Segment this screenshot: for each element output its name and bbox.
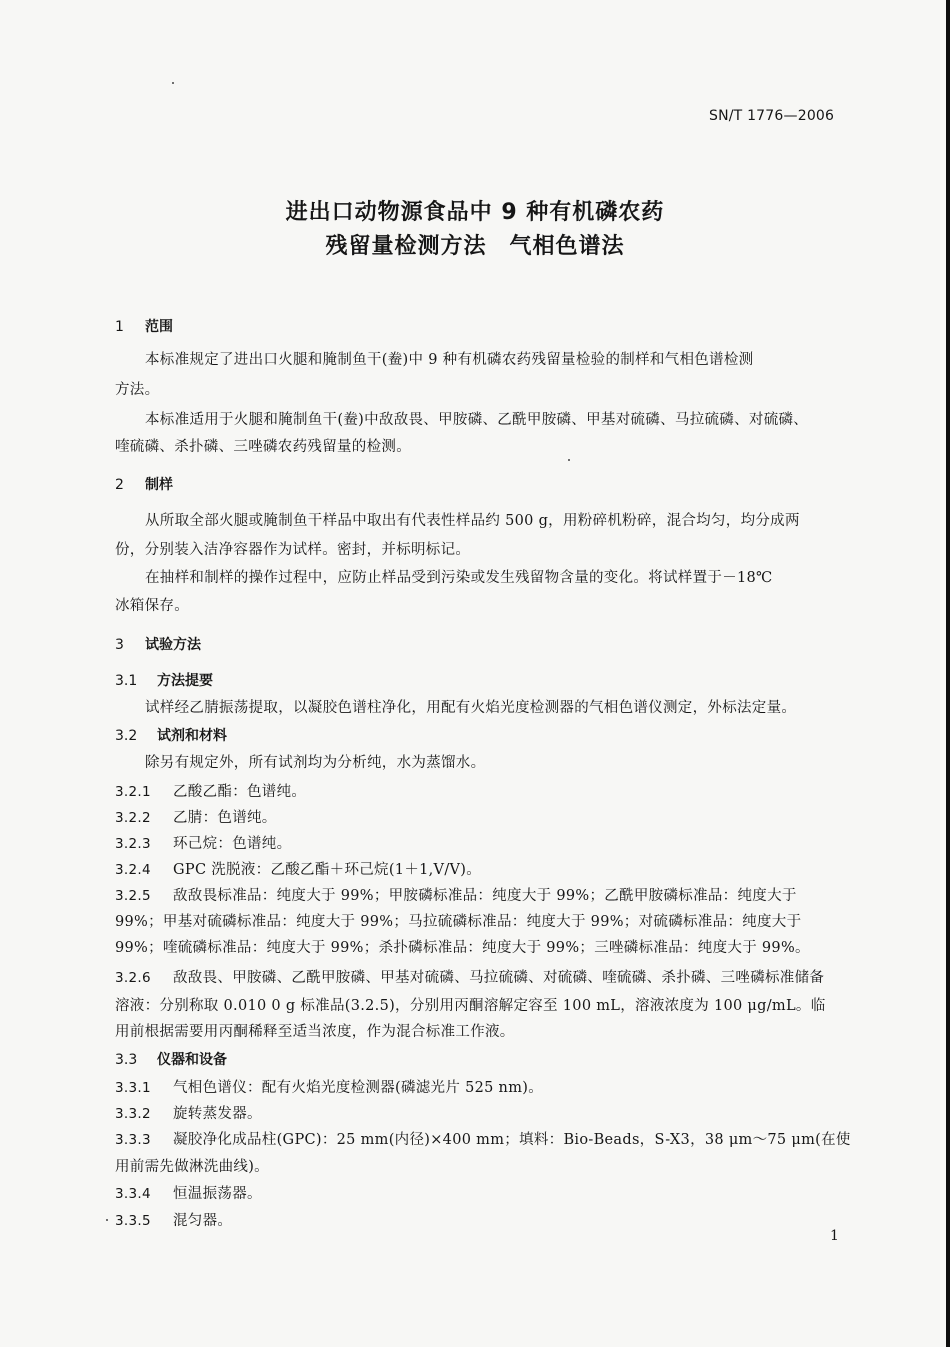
clause-3-2-2: 3.2.2 乙腈：色谱纯。	[115, 810, 277, 826]
paragraph: 方法。	[115, 382, 160, 398]
clause-3-2-1: 3.2.1 乙酸乙酯：色谱纯。	[115, 784, 307, 800]
clause-3-3-1: 3.3.1 气相色谱仪：配有火焰光度检测器(磷滤光片 525 nm)。	[115, 1080, 543, 1096]
document-title-line1: 进出口动物源食品中 9 种有机磷农药	[285, 200, 665, 225]
paragraph: 本标准适用于火腿和腌制鱼干(鲞)中敌敌畏、甲胺磷、乙酰甲胺磷、甲基对硫磷、马拉硫磷、对硫磷、	[145, 412, 809, 428]
section-3-3-heading: 3.3 仪器和设备	[115, 1052, 227, 1068]
paragraph: 在抽样和制样的操作过程中，应防止样品受到污染或发生残留物含量的变化。将试样置于－18℃	[145, 570, 773, 586]
clause-3-3-3: 3.3.3 凝胶净化成品柱(GPC)：25 mm(内径)×400 mm；填料：Bio-Beads，S-X3，38 μm～75 μm(在使	[115, 1132, 851, 1148]
section-3-1-heading: 3.1 方法提要	[115, 673, 213, 689]
clause-3-3-4: 3.3.4 恒温振荡器。	[115, 1186, 262, 1202]
clause-3-3-2: 3.3.2 旋转蒸发器。	[115, 1106, 262, 1122]
clause-3-2-6: 3.2.6 敌敌畏、甲胺磷、乙酰甲胺磷、甲基对硫磷、马拉硫磷、对硫磷、喹硫磷、杀扑磷、三唑磷标准储备	[115, 970, 825, 986]
document-title-line2: 残留量检测方法 气相色谱法	[325, 234, 625, 259]
paragraph: 喹硫磷、杀扑磷、三唑磷农药残留量的检测。	[115, 439, 411, 455]
clause-3-2-5: 3.2.5 敌敌畏标准品：纯度大于 99%；甲胺磷标准品：纯度大于 99%；乙酰甲胺磷标准品：纯度大于	[115, 888, 797, 904]
clause-3-2-3: 3.2.3 环己烷：色谱纯。	[115, 836, 292, 852]
section-2-heading: 2 制样	[115, 477, 173, 493]
paragraph: 溶液：分别称取 0.010 0 g 标准品(3.2.5)，分别用丙酮溶解定容至 100 mL，溶液浓度为 100 μg/mL。临	[115, 998, 826, 1014]
clause-3-2-4: 3.2.4 GPC 洗脱液：乙酸乙酯＋环己烷(1＋1,V/V)。	[115, 862, 482, 878]
paragraph: 试样经乙腈振荡提取，以凝胶色谱柱净化，用配有火焰光度检测器的气相色谱仪测定，外标法定量。	[145, 700, 797, 716]
paragraph: 用前根据需要用丙酮稀释至适当浓度，作为混合标准工作液。	[115, 1024, 515, 1040]
section-3-2-heading: 3.2 试剂和材料	[115, 728, 227, 744]
paragraph: 用前需先做淋洗曲线)。	[115, 1159, 269, 1175]
section-1-heading: 1 范围	[115, 319, 173, 335]
page-number: 1	[830, 1228, 839, 1244]
paragraph: 冰箱保存。	[115, 598, 189, 614]
paragraph: 本标准规定了进出口火腿和腌制鱼干(鲞)中 9 种有机磷农药残留量检验的制样和气相色谱检测	[145, 352, 754, 368]
paragraph: 99%；喹硫磷标准品：纯度大于 99%；杀扑磷标准品：纯度大于 99%；三唑磷标准品：纯度大于 99%。	[115, 940, 810, 956]
scan-border	[946, 0, 950, 1347]
paragraph: 除另有规定外，所有试剂均为分析纯，水为蒸馏水。	[145, 755, 486, 771]
scan-speck	[106, 1219, 108, 1221]
scan-speck	[172, 82, 174, 84]
scan-speck	[568, 459, 570, 461]
paragraph: 从所取全部火腿或腌制鱼干样品中取出有代表性样品约 500 g，用粉碎机粉碎，混合均匀，均分成两	[145, 513, 800, 529]
paragraph: 99%；甲基对硫磷标准品：纯度大于 99%；马拉硫磷标准品：纯度大于 99%；对硫磷标准品：纯度大于	[115, 914, 802, 930]
clause-3-3-5: 3.3.5 混匀器。	[115, 1213, 233, 1229]
section-3-heading: 3 试验方法	[115, 637, 201, 653]
standard-number: SN/T 1776—2006	[709, 108, 835, 124]
paragraph: 份，分别装入洁净容器作为试样。密封，并标明标记。	[115, 542, 471, 558]
